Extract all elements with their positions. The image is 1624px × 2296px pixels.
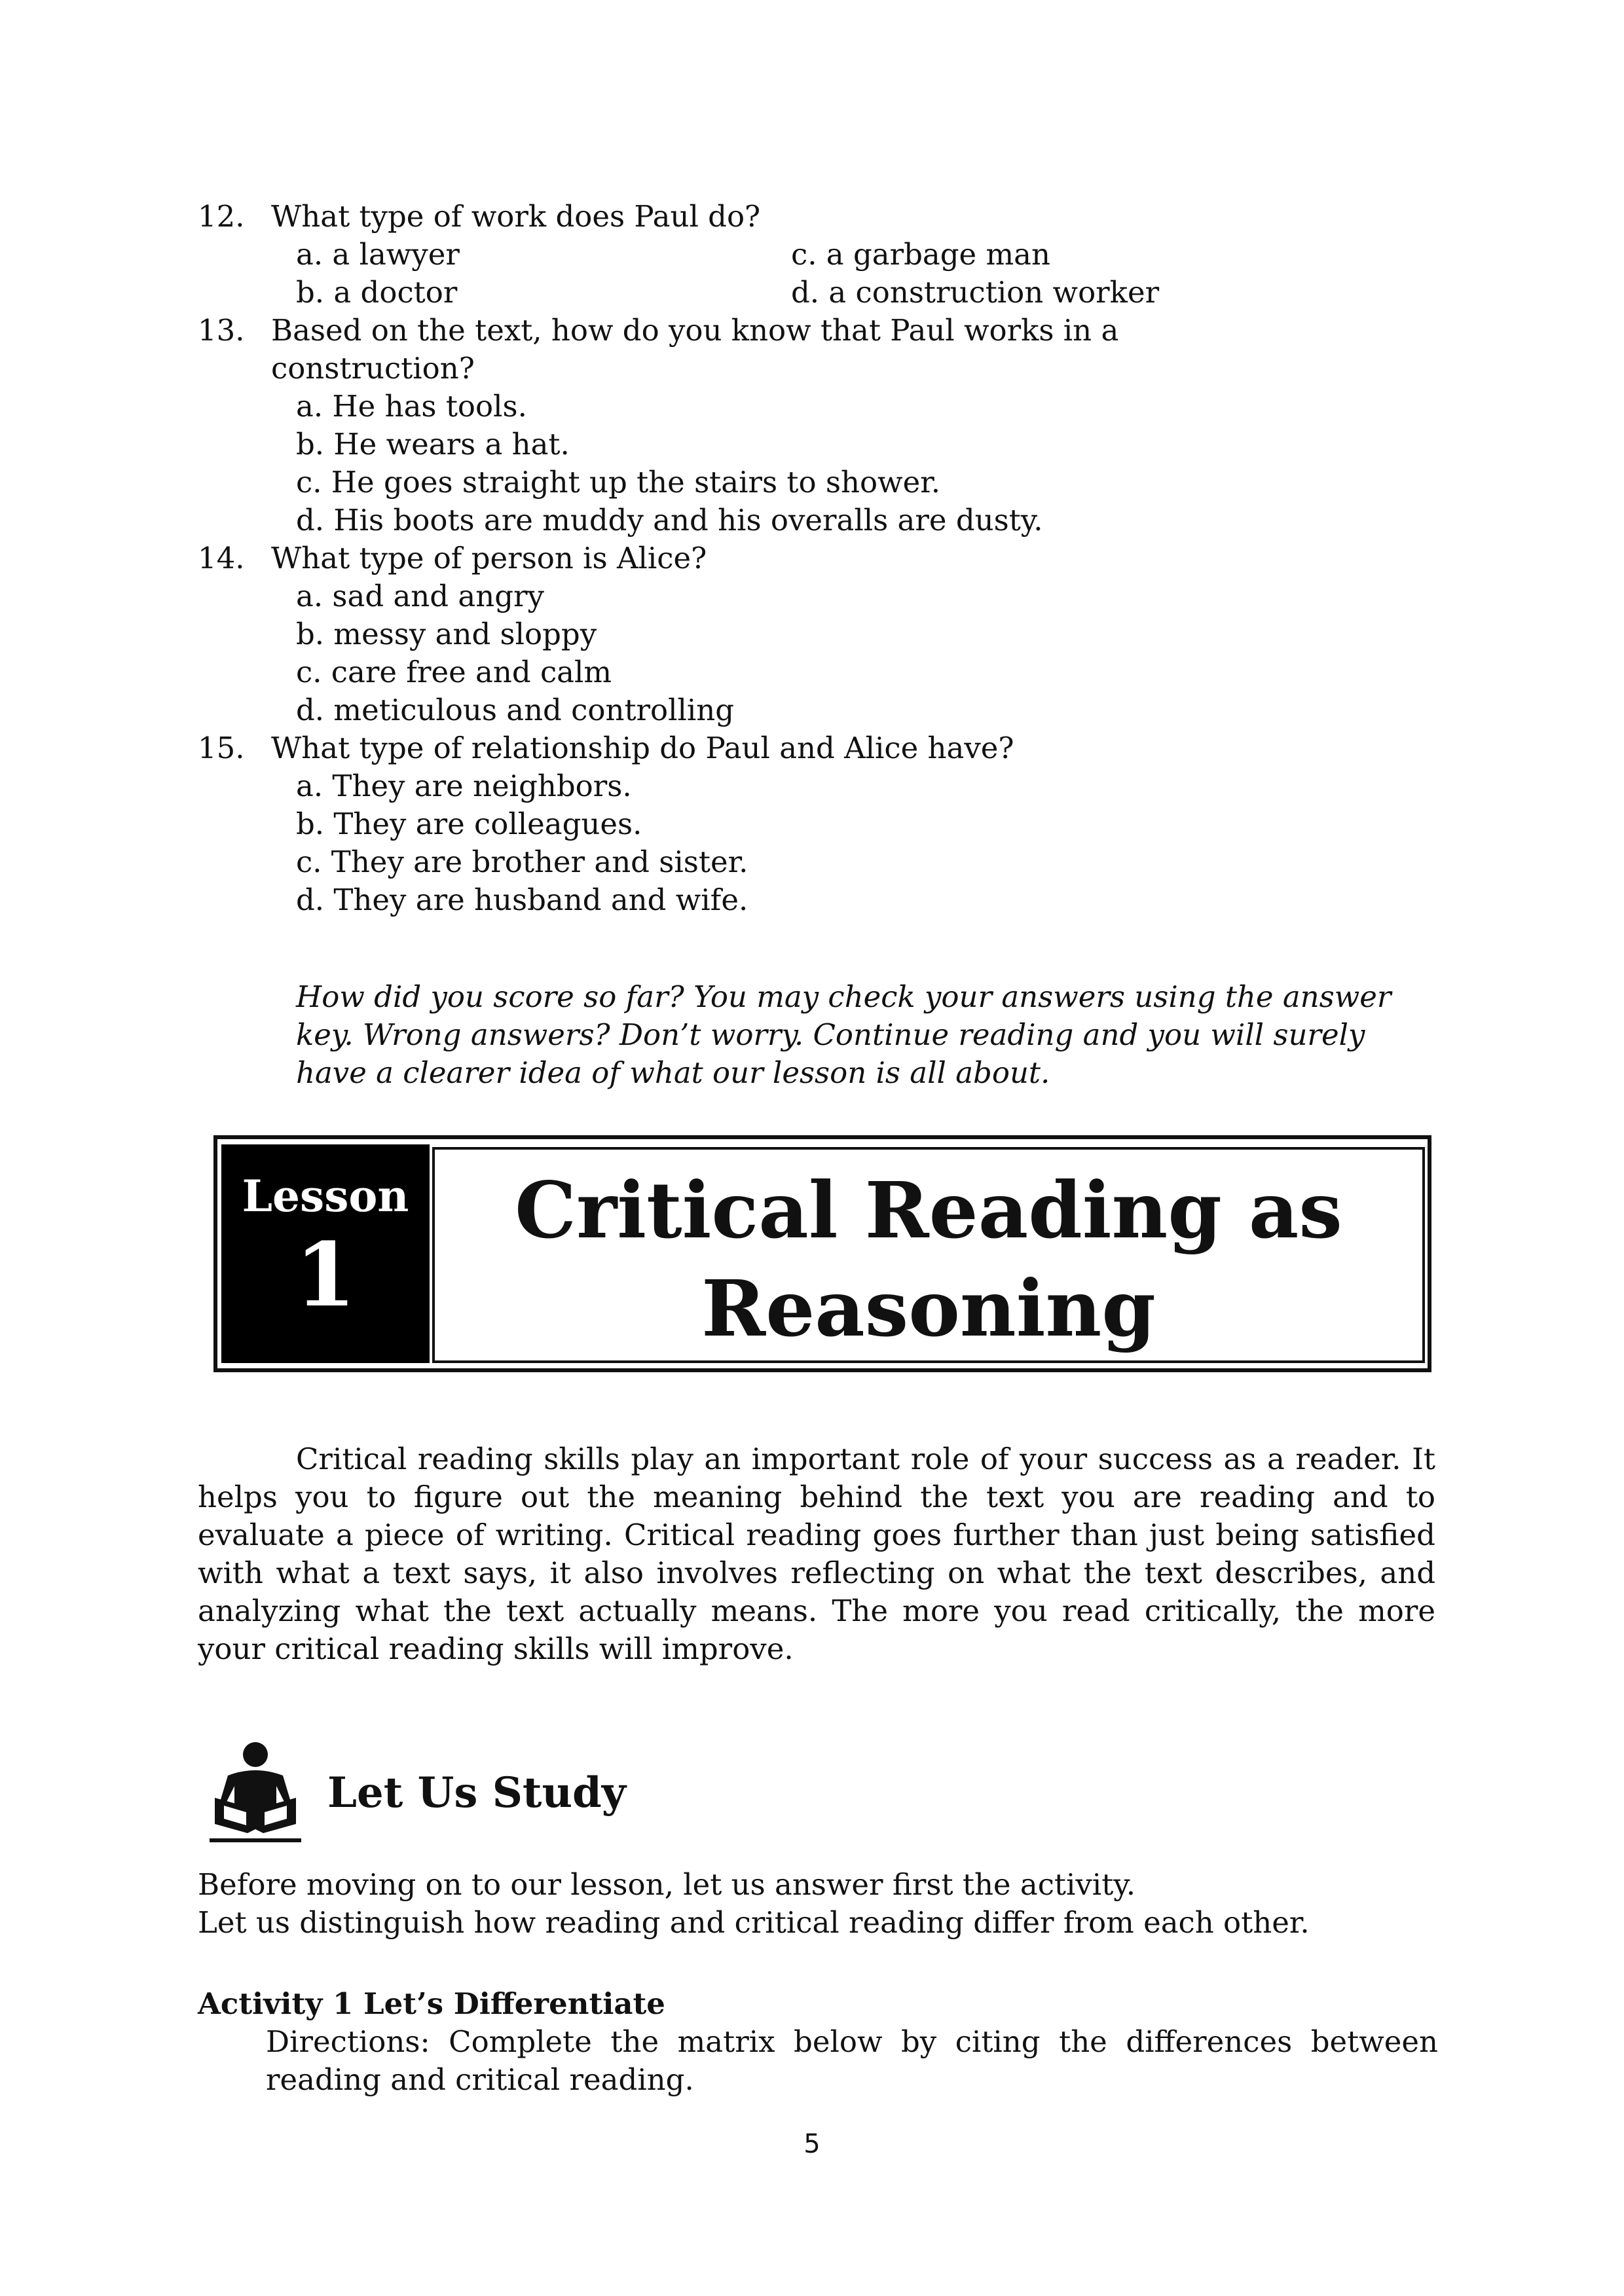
lesson-label-box [221, 1144, 430, 1363]
question-stem-line2: construction? [271, 351, 475, 386]
study-line1: Before moving on to our lesson, let us answer first the activity. [198, 1867, 1136, 1902]
option-d: d. His boots are muddy and his overalls are dusty. [296, 503, 1043, 538]
question-number: 14. [198, 541, 245, 575]
lesson-label: Lesson [242, 1171, 409, 1222]
option-a: a. sad and angry [296, 579, 544, 613]
option-b: b. They are colleagues. [296, 807, 642, 841]
intro-paragraph: Critical reading skills play an important role of your success as a reader. It helps you to figure out the meaning behind the text you are reading and to evaluate a piece of writing. Critical reading goes further than just being satisfied with what a text says, it also involves reflecting on what the text describes, and analyzing what the text actually means. The more you read critically, the more your critical reading skills will improve. [198, 1442, 1435, 1666]
option-d: d. a construction worker [791, 275, 1160, 310]
question-stem: What type of relationship do Paul and Alice have? [271, 731, 1014, 765]
option-b: b. He wears a hat. [296, 427, 570, 462]
option-b: b. messy and sloppy [296, 617, 597, 651]
lesson-title-line2: Reasoning [701, 1263, 1156, 1354]
option-c: c. They are brother and sister. [296, 845, 748, 879]
question-stem-line1: Based on the text, how do you know that Paul works in a [271, 313, 1119, 348]
option-d: d. They are husband and wife. [296, 883, 748, 917]
option-c: c. He goes straight up the stairs to shower. [296, 465, 941, 500]
page-number: 5 [803, 2129, 821, 2159]
option-c: c. a garbage man [791, 237, 1050, 272]
activity-title: Activity 1 Let’s Differentiate [198, 1986, 665, 2021]
option-c: c. care free and calm [296, 655, 612, 689]
lesson-number: 1 [295, 1223, 356, 1326]
option-d: d. meticulous and controlling [296, 693, 735, 727]
lesson-title-line1: Critical Reading as [515, 1165, 1342, 1256]
option-a: a. a lawyer [296, 237, 460, 272]
option-a: a. They are neighbors. [296, 769, 632, 803]
question-number: 12. [198, 199, 245, 234]
reader-icon [208, 1741, 304, 1848]
question-number: 15. [198, 731, 245, 765]
score-note: How did you score so far? You may check your answers using the answer key. Wrong answers? Don’t worry. Continue reading and you will surely have a clearer idea of what our lesson is all about. [296, 979, 1392, 1090]
section-heading: Let Us Study [327, 1768, 626, 1817]
activity-directions: Directions: Complete the matrix below by citing the differences between reading and critical reading. [266, 2024, 1438, 2097]
option-a: a. He has tools. [296, 389, 527, 424]
question-stem: What type of person is Alice? [271, 541, 707, 575]
question-stem: What type of work does Paul do? [271, 199, 761, 234]
option-b: b. a doctor [296, 275, 458, 310]
question-number: 13. [198, 313, 245, 348]
study-line2: Let us distinguish how reading and critical reading differ from each other. [198, 1905, 1310, 1940]
lesson-title-box [432, 1147, 1425, 1363]
